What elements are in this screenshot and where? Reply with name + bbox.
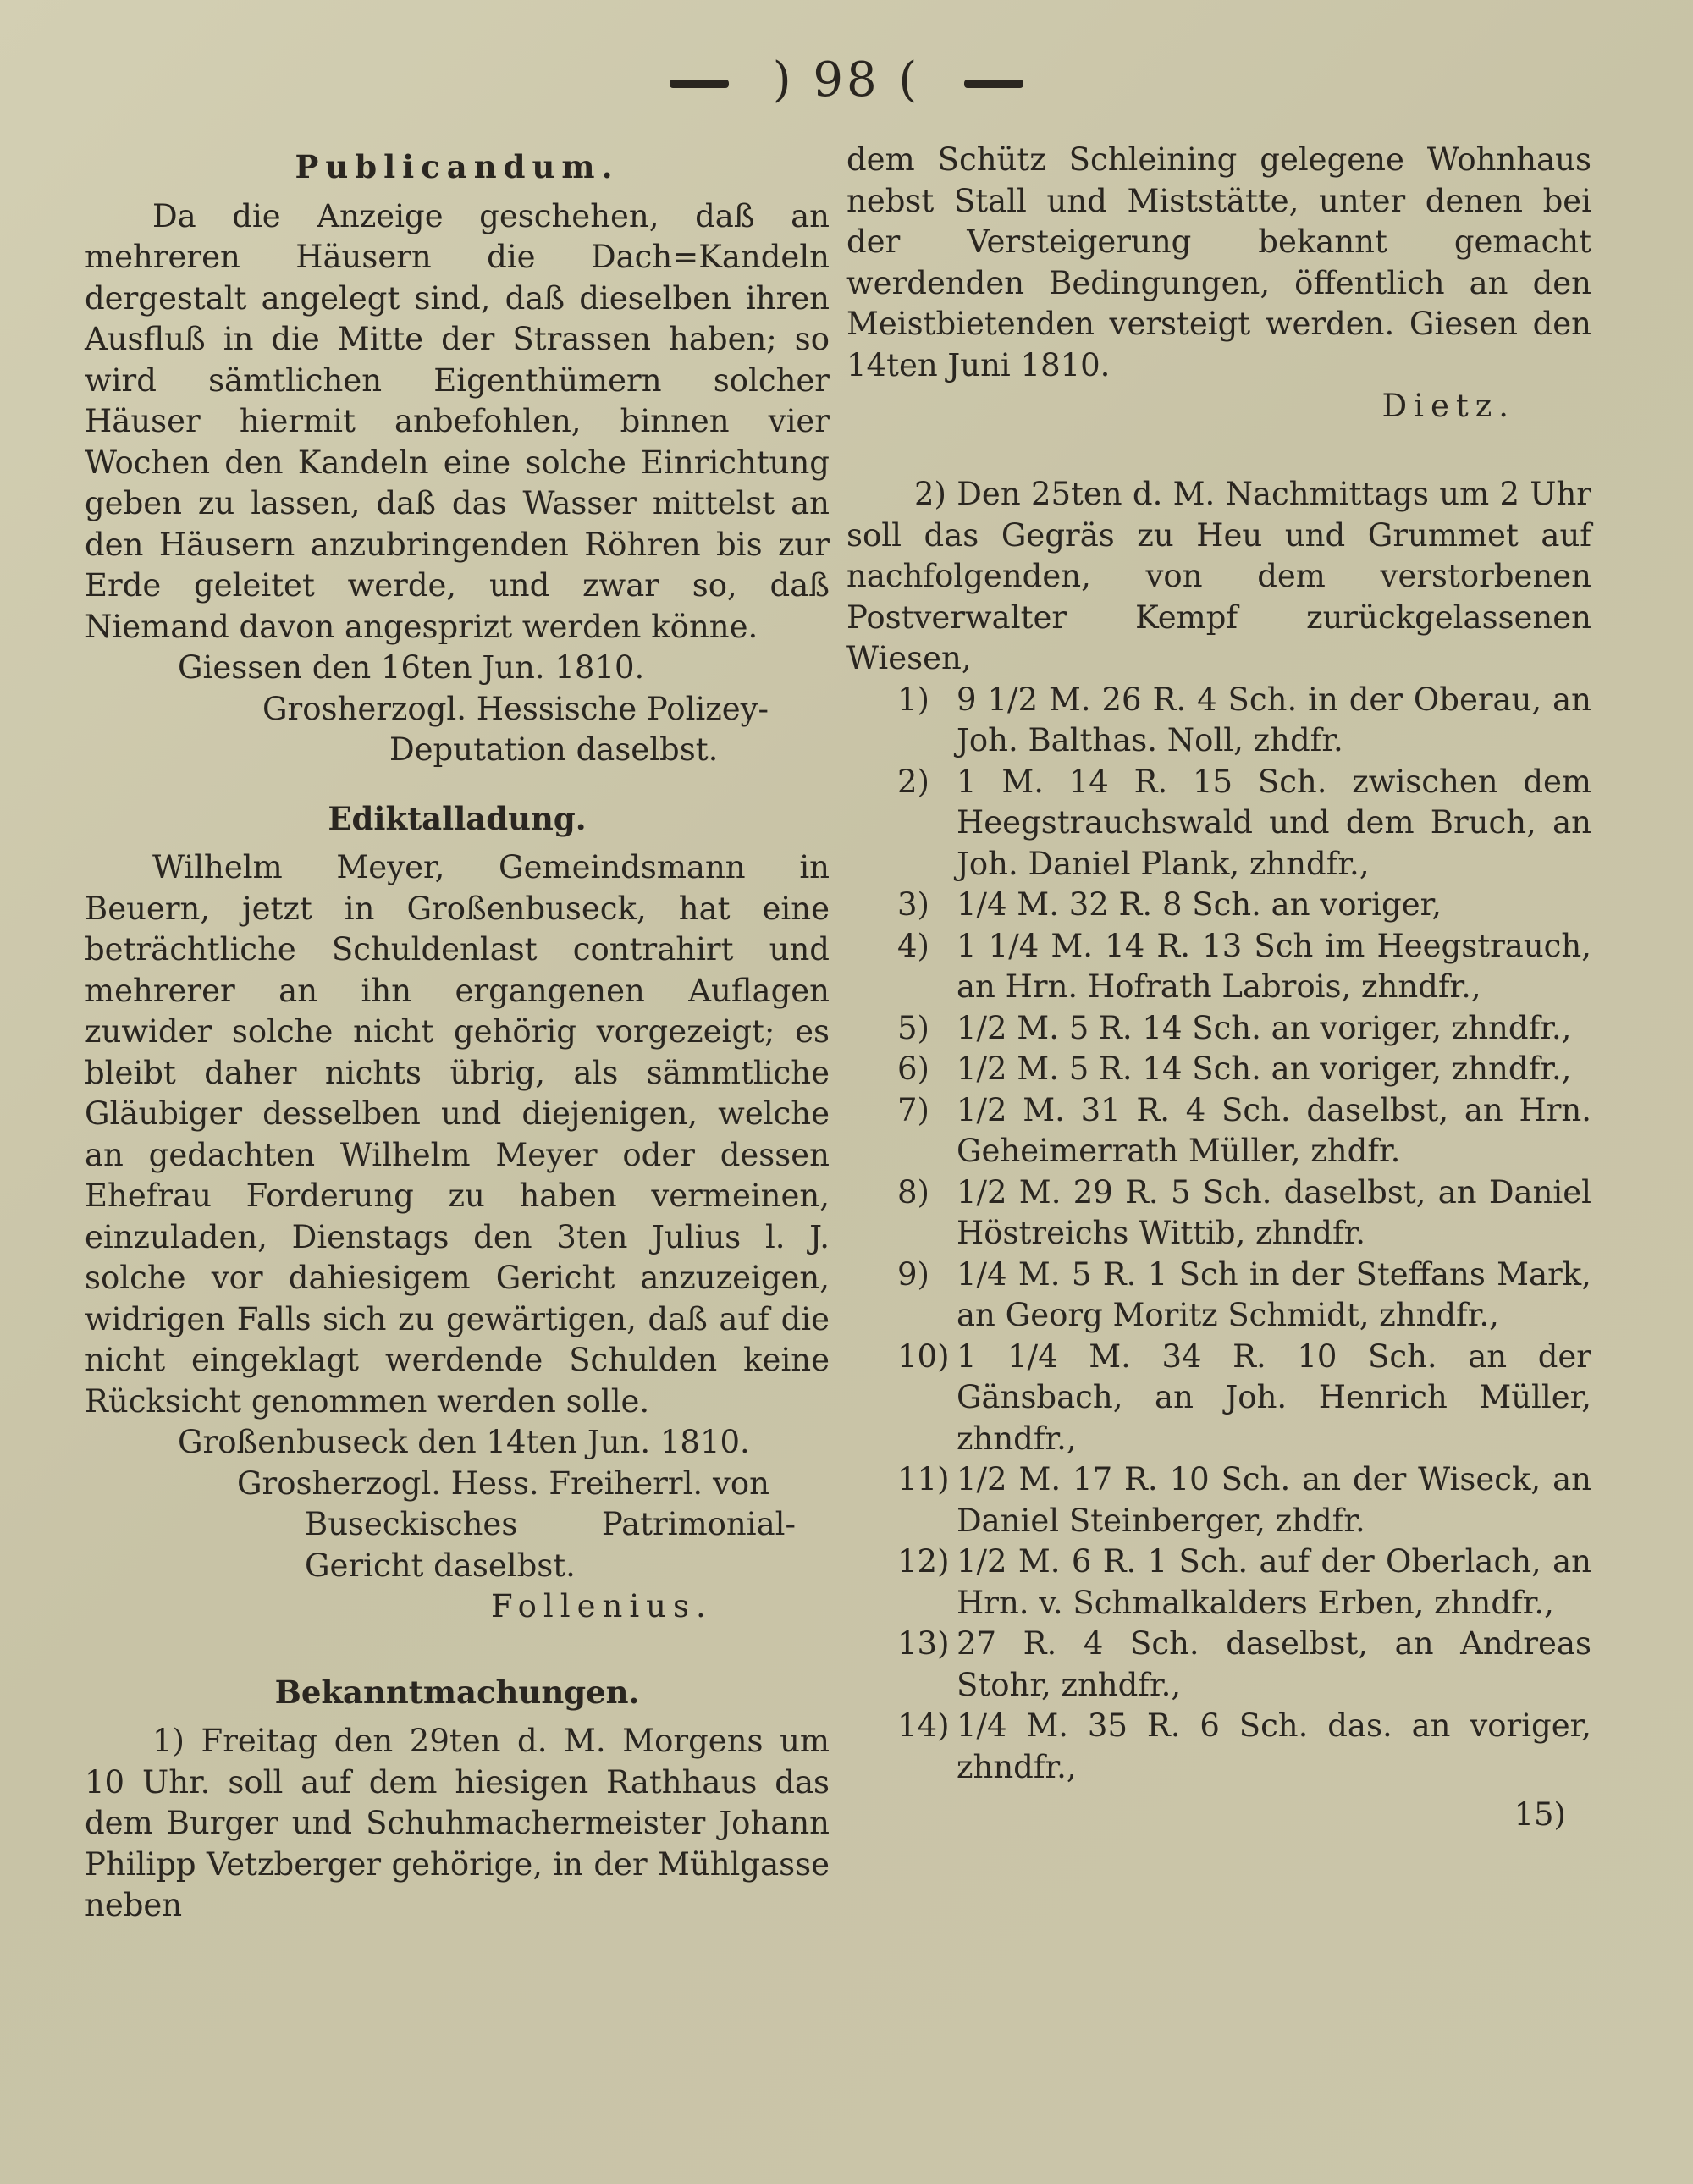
list-item bbox=[846, 885, 1591, 926]
list-item-number: 4) bbox=[897, 927, 929, 964]
list-item-number: 2) bbox=[897, 763, 929, 800]
list-item-text: 1 M. 14 R. 15 Sch. zwischen dem Heegstrauchswald und dem Bruch, an Joh. Daniel Plank, zhndfr., bbox=[957, 763, 1591, 882]
list-item-number: 14) bbox=[897, 1707, 950, 1744]
list-item bbox=[846, 1008, 1591, 1050]
list-item bbox=[846, 1541, 1591, 1624]
header-rule-right bbox=[964, 80, 1023, 88]
list-item-number: 10) bbox=[897, 1337, 950, 1375]
page-header bbox=[0, 52, 1693, 108]
item1-signer: Dietz. bbox=[1381, 388, 1515, 424]
list-item bbox=[846, 680, 1591, 762]
list-item-text: 1/2 M. 5 R. 14 Sch. an voriger, zhndfr., bbox=[957, 1051, 1572, 1087]
ediktalladung-signature-line1: Grosherzogl. Hess. Freiherrl. von bbox=[237, 1464, 769, 1502]
list-item bbox=[846, 1049, 1591, 1090]
list-item-number: 12) bbox=[897, 1543, 950, 1580]
list-item-number: 8) bbox=[897, 1173, 929, 1211]
catchword: 15) bbox=[1514, 1796, 1566, 1833]
list-item-text: 1/4 M. 35 R. 6 Sch. das. an voriger, zhndfr., bbox=[957, 1707, 1591, 1785]
publicandum-title: Publicandum. bbox=[295, 148, 620, 185]
meadow-list bbox=[846, 680, 1591, 1789]
list-item-number: 7) bbox=[897, 1091, 929, 1128]
list-item bbox=[846, 1172, 1591, 1255]
publicandum-signature-line2: Deputation daselbst. bbox=[389, 731, 719, 768]
list-item-number: 5) bbox=[897, 1009, 929, 1046]
bekanntmachungen-item1-start: 1) Freitag den 29ten d. M. Morgens um 10 Uhr. soll auf dem hiesigen Rathhaus das dem Burger und Schuhmachermeister Johann Philipp Vetzberger gehörige, in der Mühlgasse neben bbox=[85, 1723, 830, 1923]
publicandum-signature-line1: Grosherzogl. Hessische Polizey- bbox=[262, 690, 769, 727]
item1-continued: dem Schütz Schleining gelegene Wohnhaus nebst Stall und Miststätte, unter denen bei der Versteigerung bekannt gemacht werdenden Bedingungen, öffentlich an den Meistbietenden versteigt werden. Giesen den 14ten Juni 1810. bbox=[846, 141, 1591, 383]
ediktalladung-title: Ediktalladung. bbox=[328, 799, 587, 837]
publicandum-date: Giessen den 16ten Jun. 1810. bbox=[178, 649, 645, 686]
right-column-top bbox=[846, 140, 1591, 427]
list-item-text: 1/2 M. 6 R. 1 Sch. auf der Oberlach, an Hrn. v. Schmalkalders Erben, zhndfr., bbox=[957, 1543, 1591, 1621]
list-item-number: 3) bbox=[897, 886, 929, 923]
list-item-text: 27 R. 4 Sch. daselbst, an Andreas Stohr, znhdfr., bbox=[957, 1625, 1591, 1703]
ediktalladung-signature-line2: Buseckisches Patrimonial-Gericht daselbst. bbox=[305, 1506, 796, 1584]
right-column-bottom bbox=[846, 474, 1591, 1836]
list-item-number: 11) bbox=[897, 1461, 950, 1497]
list-item-text: 1/2 M. 31 R. 4 Sch. daselbst, an Hrn. Geheimerrath Müller, zhdfr. bbox=[957, 1091, 1591, 1169]
list-item bbox=[846, 926, 1591, 1008]
list-item bbox=[846, 1337, 1591, 1460]
header-rule-left bbox=[670, 80, 729, 88]
list-item-text: 9 1/2 M. 26 R. 4 Sch. in der Oberau, an Joh. Balthas. Noll, zhdfr. bbox=[957, 681, 1591, 758]
list-item-text: 1 1/4 M. 14 R. 13 Sch im Heegstrauch, an Hrn. Hofrath Labrois, zhndfr., bbox=[957, 927, 1591, 1005]
list-item-text: 1/2 M. 5 R. 14 Sch. an voriger, zhndfr., bbox=[957, 1009, 1572, 1046]
left-column bbox=[85, 140, 830, 1927]
ediktalladung-body: Wilhelm Meyer, Gemeindsmann in Beuern, jetzt in Großenbuseck, hat eine beträchtliche Schuldenlast contrahirt und mehrerer an ihn ergangenen Auflagen zuwider solche nicht gehörig vorgezeigt; es bleibt daher nichts übrig, als sämmtliche Gläubiger desselben und diejenigen, welche an gedachten Wilhelm Meyer oder dessen Ehefrau Forderung zu haben vermeinen, einzuladen, Dienstags den 3ten Julius l. J. solche vor dahiesigem Gericht anzuzeigen, widrigen Falls sich zu gewärtigen, daß auf die nicht eingeklagt werdende Schulden keine Rücksicht genommen werden solle. bbox=[85, 849, 830, 1420]
list-item bbox=[846, 762, 1591, 885]
list-item bbox=[846, 1624, 1591, 1706]
ediktalladung-signer: Follenius. bbox=[491, 1588, 713, 1624]
list-item-number: 1) bbox=[897, 681, 929, 718]
list-item-text: 1/4 M. 5 R. 1 Sch in der Steffans Mark, an Georg Moritz Schmidt, zhndfr., bbox=[957, 1255, 1591, 1333]
publicandum-body: Da die Anzeige geschehen, daß an mehreren Häusern die Dach=Kandeln dergestalt angelegt sind, daß dieselben ihren Ausfluß in die Mitte der Strassen haben; so wird sämtlichen Eigenthümern solcher Häuser hiermit anbefohlen, binnen vier Wochen den Kandeln eine solche Einrichtung geben zu lassen, daß das Wasser mittelst an den Häusern anzubringenden Röhren bis zur Erde geleitet werde, und zwar so, daß Niemand davon angesprizt werden könne. bbox=[85, 197, 830, 645]
list-item-text: 1 1/4 M. 34 R. 10 Sch. an der Gänsbach, an Joh. Henrich Müller, zhndfr., bbox=[957, 1337, 1591, 1457]
list-item-text: 1/4 M. 32 R. 8 Sch. an voriger, bbox=[957, 886, 1442, 923]
list-item-text: 1/2 M. 29 R. 5 Sch. daselbst, an Daniel Höstreichs Wittib, zhndfr. bbox=[957, 1173, 1591, 1251]
list-item bbox=[846, 1459, 1591, 1541]
list-item-text: 1/2 M. 17 R. 10 Sch. an der Wiseck, an Daniel Steinberger, zhdfr. bbox=[957, 1461, 1591, 1539]
bekanntmachungen-title: Bekanntmachungen. bbox=[274, 1673, 640, 1711]
item2-intro: 2) Den 25ten d. M. Nachmittags um 2 Uhr soll das Gegräs zu Heu und Grummet auf nachfolgenden, von dem verstorbenen Postverwalter Kempf zurückgelassenen Wiesen, bbox=[846, 476, 1591, 676]
list-item-number: 13) bbox=[897, 1625, 950, 1662]
list-item bbox=[846, 1090, 1591, 1172]
list-item bbox=[846, 1706, 1591, 1788]
list-item-number: 6) bbox=[897, 1051, 929, 1087]
list-item bbox=[846, 1255, 1591, 1337]
ediktalladung-date: Großenbuseck den 14ten Jun. 1810. bbox=[178, 1424, 750, 1460]
list-item-number: 9) bbox=[897, 1255, 929, 1293]
page-number: ) 98 ( bbox=[772, 52, 921, 108]
